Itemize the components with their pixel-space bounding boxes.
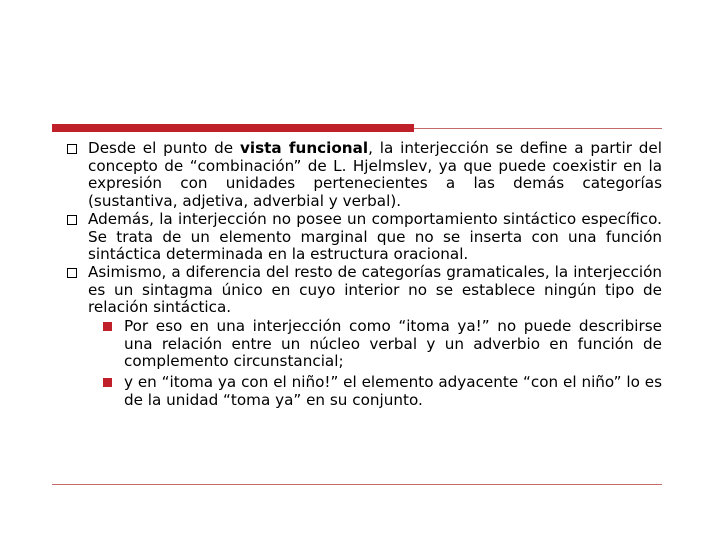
bullet-text: Asimismo, a diferencia del resto de categorías gramaticales, la interjección es un sintagma único en cuyo interior no se establece ningún tipo de relación sintáctica. (88, 262, 662, 317)
bullet-text: Desde el punto de vista funcional, la interjección se define a partir del concepto de “combinación” de L. Hjelmslev, ya que puede coexistir en la expresión con unidades pertenecientes a las demás categorías (sustantiva, adjetiva, adverbial y verbal). (88, 139, 662, 211)
sub-bullet-text: Por eso en una interjección como “itoma ya!” no puede describirse una relación entre un núcleo verbal y un adverbio en función de complemento circunstancial; (124, 317, 662, 371)
bottom-divider-line (52, 484, 662, 485)
hollow-square-bullet-icon (67, 144, 77, 154)
top-accent-bar (52, 124, 414, 132)
bullet-item-functional (60, 140, 662, 211)
sub-bullet-text: y en “itoma ya con el niño!” el elemento adyacente “con el niño” lo es de la unidad “toma ya” en su conjunto. (124, 373, 662, 409)
bullet-item-syntagma (60, 264, 662, 410)
hollow-square-bullet-icon (67, 268, 77, 278)
filled-square-bullet-icon (103, 322, 112, 331)
slide-content (60, 140, 662, 410)
hollow-square-bullet-icon (67, 215, 77, 225)
filled-square-bullet-icon (103, 378, 112, 387)
bullet-text: Además, la interjección no posee un comportamiento sintáctico específico. Se trata de un elemento marginal que no se inserta con una función sintáctica determinada en la estructura oracional. (88, 209, 662, 264)
bullet-item-syntactic (60, 211, 662, 264)
sub-bullet-item (88, 318, 662, 371)
sub-bullet-item (88, 374, 662, 409)
bold-term: vista funcional (239, 139, 369, 157)
